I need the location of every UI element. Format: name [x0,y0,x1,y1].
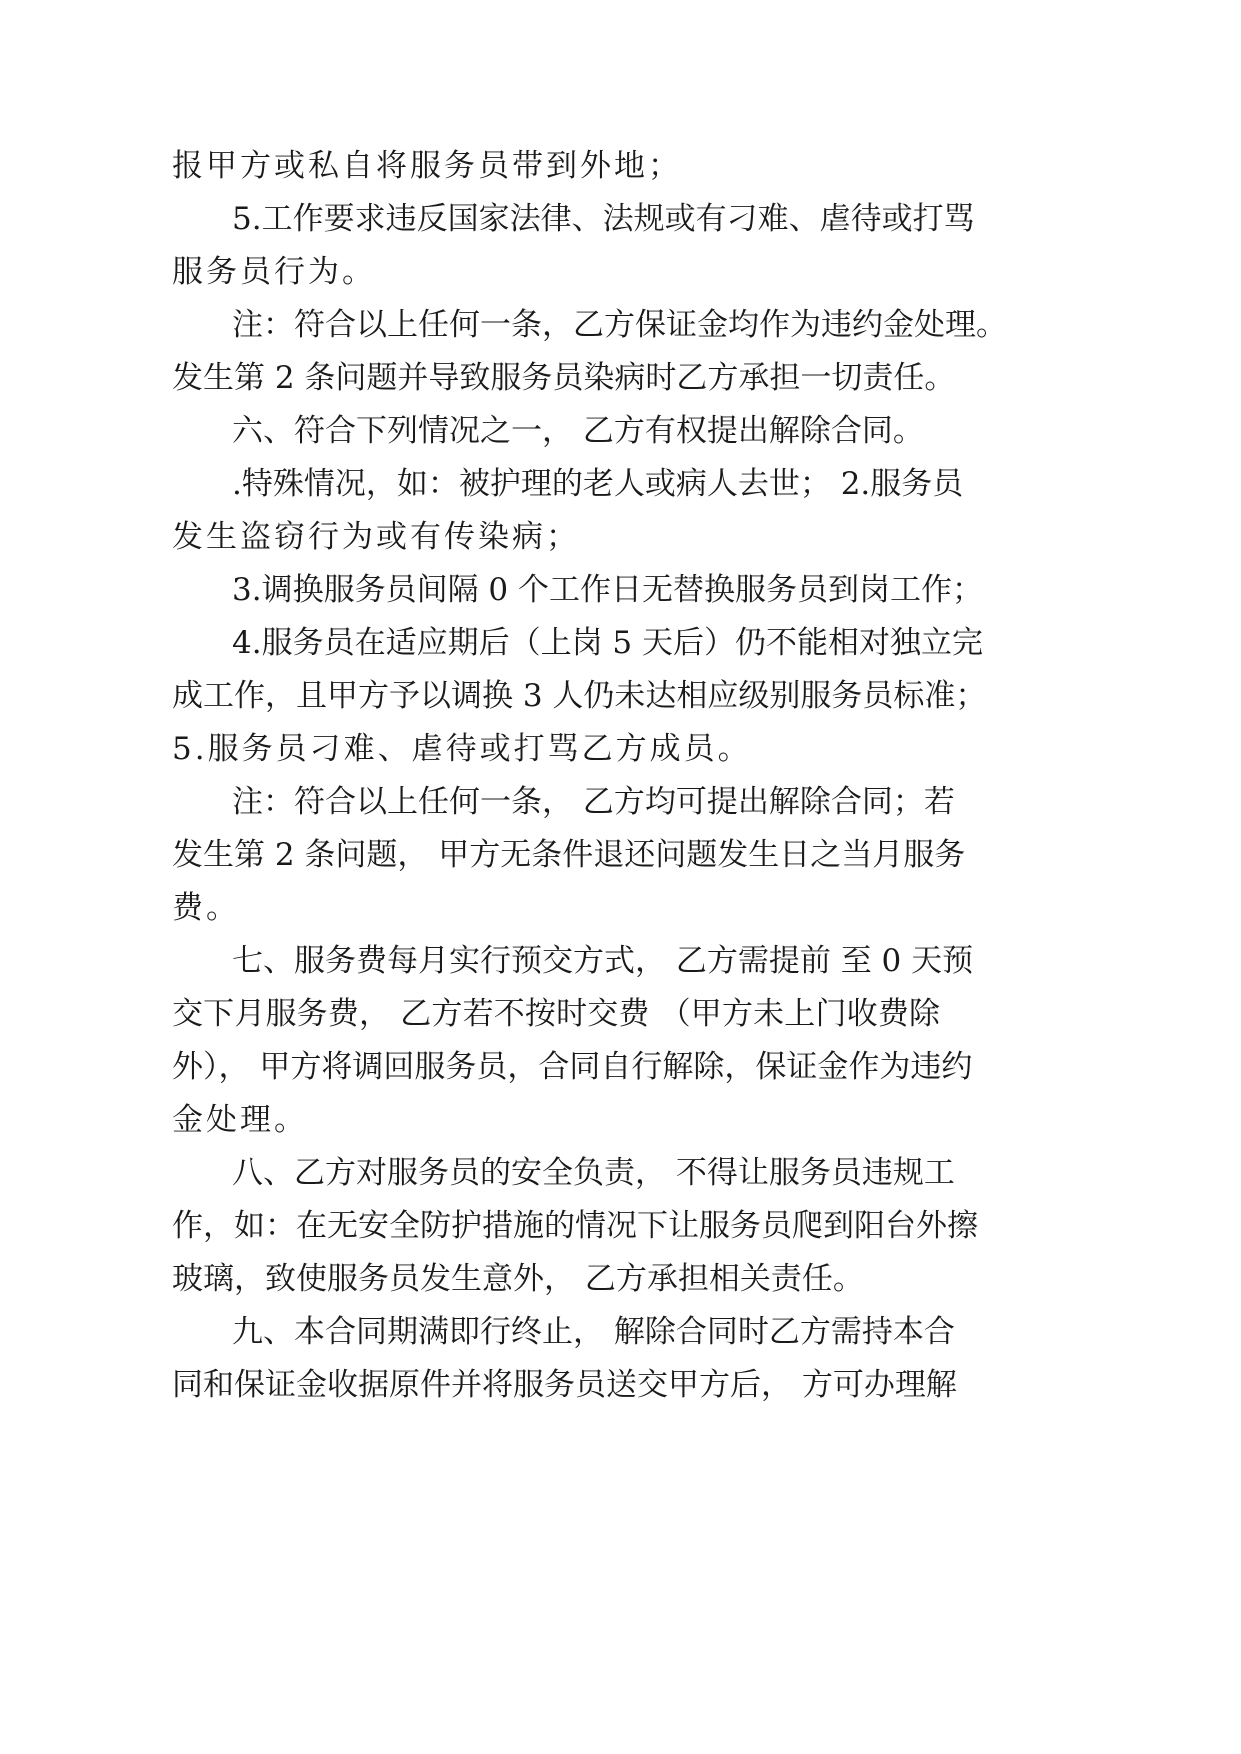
text-line: 同和保证金收据原件并将服务员送交甲方后， 方可办理解 [172,1367,957,1403]
text-line: 4.服务员在适应期后（上岗 5 天后）仍不能相对独立完 [232,625,984,661]
text-line: 九、本合同期满即行终止， 解除合同时乙方需持本合 [232,1314,955,1350]
text-line: 5.服务员刁难、虐待或打骂乙方成员。 [172,731,752,767]
text-line: 八、乙方对服务员的安全负责， 不得让服务员违规工 [232,1155,955,1191]
text-line: 作，如：在无安全防护措施的情况下让服务员爬到阳台外擦 [172,1208,978,1244]
text-line: 注：符合以上任何一条， 乙方均可提出解除合同；若 [232,784,955,820]
text-line: 发生第 2 条问题， 甲方无条件退还问题发生日之当月服务 [172,837,966,873]
text-line: 七、服务费每月实行预交方式， 乙方需提前 至 0 天预 [232,943,974,979]
text-line: 报甲方或私自将服务员带到外地； [172,148,682,184]
text-line: 发生盗窃行为或有传染病； [172,519,580,555]
text-line: 注：符合以上任何一条，乙方保证金均作为违约金处理。 [232,307,1007,343]
text-line: 六、符合下列情况之一， 乙方有权提出解除合同。 [232,413,924,449]
text-line: 3.调换服务员间隔 0 个工作日无替换服务员到岗工作； [232,572,984,608]
text-line: 金处理。 [172,1102,308,1138]
text-line: 服务员行为。 [172,254,376,290]
text-line: 费。 [172,890,240,926]
text-line: 发生第 2 条问题并导致服务员染病时乙方承担一切责任。 [172,360,956,396]
text-line: 玻璃，致使服务员发生意外， 乙方承担相关责任。 [172,1261,864,1297]
text-line: 5.工作要求违反国家法律、法规或有刁难、虐待或打骂 [232,201,975,237]
text-line: 外）， 甲方将调回服务员，合同自行解除，保证金作为违约 [172,1049,973,1085]
text-line: 交下月服务费， 乙方若不按时交费 （甲方未上门收费除 [172,996,940,1032]
text-line: 成工作，且甲方予以调换 3 人仍未达相应级别服务员标准； [172,678,987,714]
text-line: .特殊情况，如：被护理的老人或病人去世； 2.服务员 [232,466,964,502]
